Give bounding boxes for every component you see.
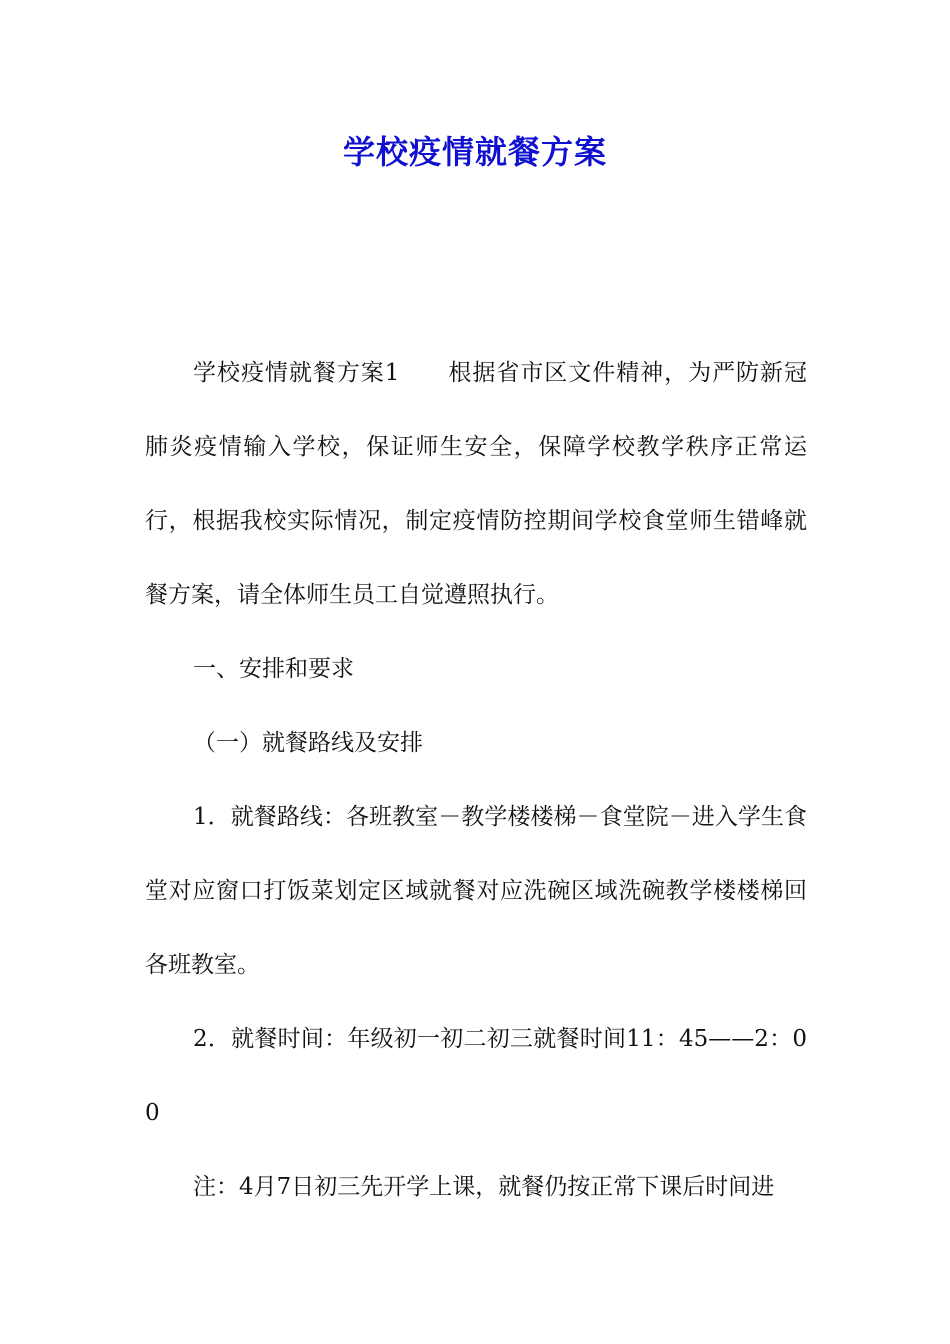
- subsection-heading: （一）就餐路线及安排: [193, 730, 423, 756]
- paragraph-note: 注：4月7日初三先开学上课，就餐仍按正常下课后时间进: [193, 1174, 775, 1200]
- paragraph-dining-time: 2．就餐时间：年级初一初二初三就餐时间11：45——2：00: [145, 1026, 807, 1126]
- paragraph-dining-route: 1．就餐路线：各班教室－教学楼楼梯－食堂院－进入学生食堂对应窗口打饭菜划定区域就餐对应洗碗区域洗碗教学楼楼梯回各班教室。: [145, 804, 807, 978]
- paragraph-lead: 学校疫情就餐方案1: [193, 360, 400, 386]
- paragraph-intro: [145, 336, 807, 632]
- document-body: [145, 336, 807, 1224]
- section-heading: 一、安排和要求: [193, 656, 354, 682]
- document-title: 学校疫情就餐方案: [342, 133, 607, 171]
- paragraph-text: 根据省市区文件精神，为严防新冠肺炎疫情输入学校，保证师生安全，保障学校教学秩序正常运行，根据我校实际情况，制定疫情防控期间学校食堂师生错峰就餐方案，请全体师生员工自觉遵照执行。: [145, 360, 808, 608]
